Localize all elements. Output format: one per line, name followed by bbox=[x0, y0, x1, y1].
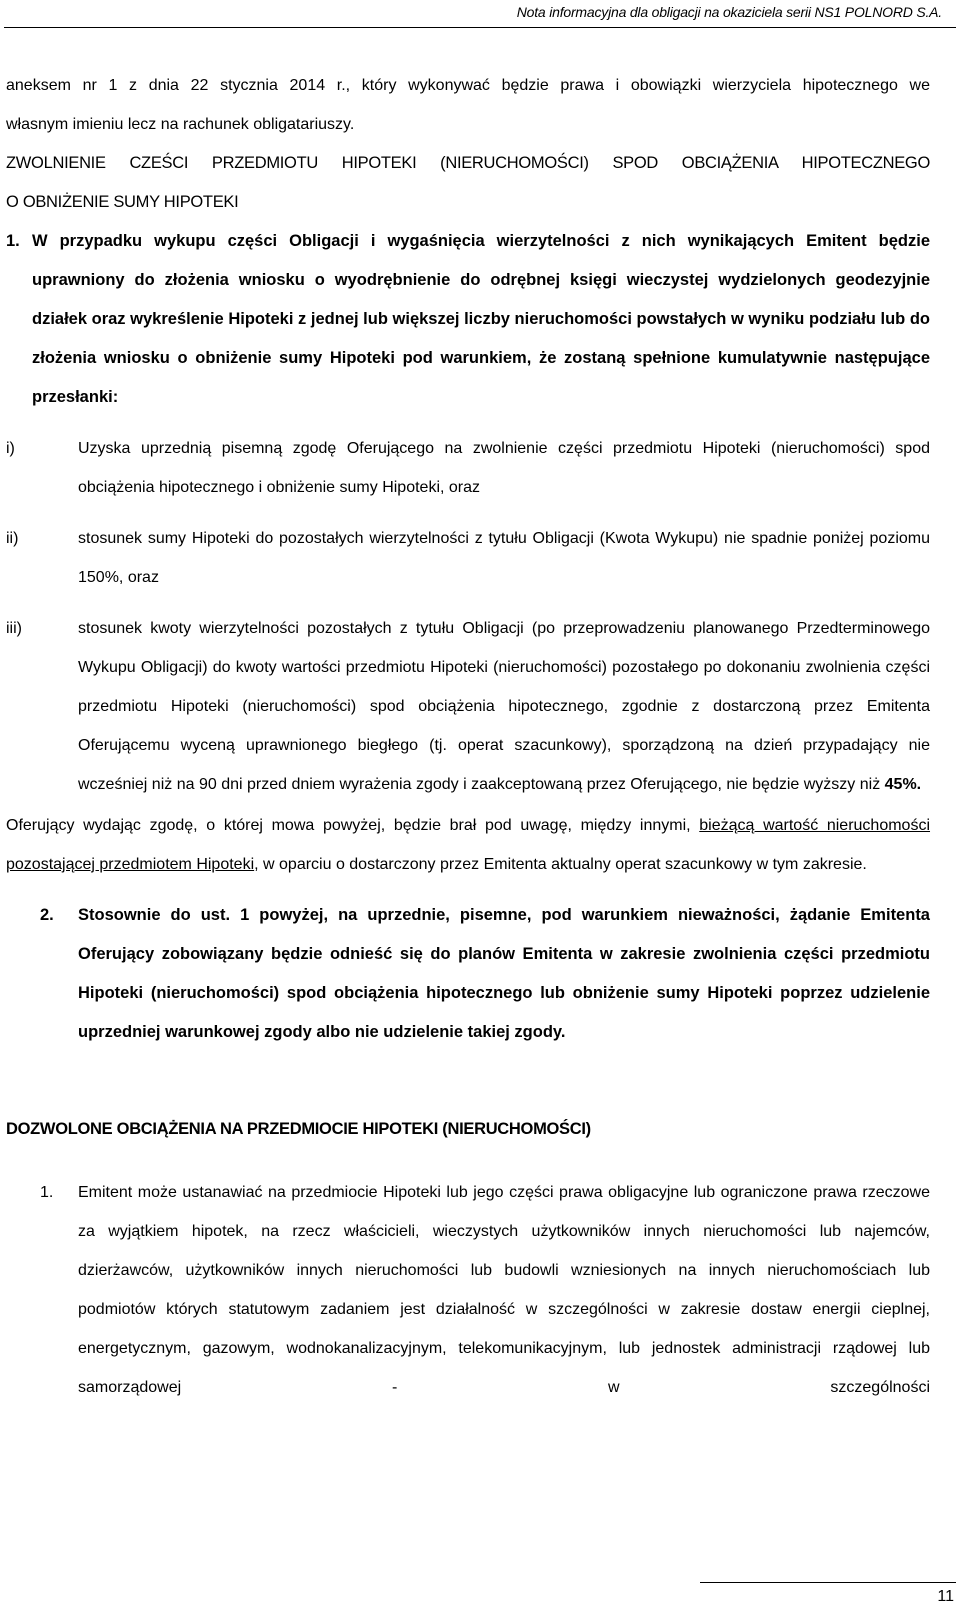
condition-text: Uzyska uprzednią pisemną zgodę Oferującego na zwolnienie części przedmiotu Hipoteki (nieruchomości) spod obciążenia hipotecznego i obniżenie sumy Hipoteki, oraz bbox=[78, 440, 930, 496]
intro-line-1: aneksem nr 1 z dnia 22 stycznia 2014 r., który wykonywać będzie prawa i obowiązki wierzyciela hipotecznego we bbox=[6, 77, 930, 94]
intro-line-2: własnym imieniu lecz na rachunek obligatariuszy. bbox=[6, 116, 355, 133]
section1-heading-line-1: ZWOLNIENIE CZEŚCI PRZEDMIOTU HIPOTEKI (NIERUCHOMOŚCI) SPOD OBCIĄŻENIA HIPOTECZNEGO bbox=[6, 154, 930, 172]
footer-divider bbox=[700, 1582, 956, 1583]
paragraph-text: Stosownie do ust. 1 powyżej, na uprzednie, pisemne, pod warunkiem nieważności, żądanie Emitenta Oferujący zobowiązany będzie odnieść się do planów Emitenta w zakresie zwolnienia części przedmiotu Hipoteki (nieruchomości) spod obciążenia hipotecznego lub obniżenie sumy Hipoteki poprzez udzielenie uprzedniej warunkowej zgody albo nie udzielenie takiej zgody. bbox=[78, 906, 930, 1041]
section1-paragraph-1 bbox=[6, 222, 930, 417]
spacer bbox=[6, 597, 930, 609]
condition-label: iii) bbox=[6, 620, 22, 637]
spacer bbox=[6, 417, 930, 429]
section2-heading: DOZWOLONE OBCIĄŻENIA NA PRZEDMIOCIE HIPOTEKI (NIERUCHOMOŚCI) bbox=[6, 1120, 591, 1138]
document-header: Nota informacyjna dla obligacji na okaziciela serii NS1 POLNORD S.A. bbox=[516, 4, 942, 20]
section1-heading-line-2: O OBNIŻENIE SUMY HIPOTEKI bbox=[6, 193, 239, 211]
oferujacy-paragraph bbox=[6, 806, 930, 884]
paragraph-text: Emitent może ustanawiać na przedmiocie Hipoteki lub jego części prawa obligacyjne lub ograniczone prawa rzeczowe za wyjątkiem hipotek, na rzecz właścicieli, wieczystych użytkowników innych nieruchomości lub najemców, dzierżawców, użytkowników innych nieruchomości lub budowli wzniesionych na innych nieruchomościach lub podmiotów których statutowym zadaniem jest działalność w szczególności w zakresie dostaw energii cieplnej, energetycznym, gazowym, wodnokanalizacyjnym, telekomunikacyjnym, lub jednostek administracji rządowej lub samorządowej - w szczególności bbox=[78, 1184, 930, 1396]
document-body bbox=[6, 66, 930, 1407]
condition-emphasis: 45%. bbox=[884, 776, 922, 793]
spacer bbox=[6, 884, 930, 896]
paragraph-number: 1. bbox=[40, 1184, 54, 1201]
header-divider bbox=[4, 27, 956, 28]
spacer bbox=[6, 1149, 930, 1173]
oferujacy-text-underlined: bieżącą wartość nieruchomości pozostającej przedmiotem Hipoteki bbox=[6, 817, 931, 873]
condition-text: stosunek kwoty wierzytelności pozostałych z tytułu Obligacji (po przeprowadzeniu planowanego Przedterminowego Wykupu Obligacji) do kwoty wartości przedmiotu Hipoteki (nieruchomości) pozostałego po dokonaniu zwolnienia części przedmiotu Hipoteki (nieruchomości) spod obciążenia hipotecznego, zgodnie z dostarczoną przez Emitenta Oferującemu wyceną uprawnionego biegłego (tj. operat szacunkowy), sporządzoną na dzień przypadający nie wcześniej niż na 90 dni przed dniem wyrażenia zgody i zaakceptowaną przez Oferującego, nie będzie wyższy niż bbox=[78, 620, 930, 793]
section1-paragraph-2 bbox=[6, 896, 930, 1052]
oferujacy-text-after: , w oparciu o dostarczony przez Emitenta aktualny operat szacunkowy w tym zakresie. bbox=[254, 856, 867, 873]
condition-i bbox=[6, 429, 930, 507]
condition-label: i) bbox=[6, 440, 15, 457]
spacer bbox=[6, 1052, 930, 1110]
oferujacy-text-before: Oferujący wydając zgodę, o której mowa powyżej, będzie brał pod uwagę, między innymi, bbox=[6, 817, 700, 834]
condition-label: ii) bbox=[6, 530, 19, 547]
section2-paragraph-1 bbox=[6, 1173, 930, 1407]
paragraph-number: 2. bbox=[40, 906, 54, 924]
condition-ii bbox=[6, 519, 930, 597]
paragraph-text: W przypadku wykupu części Obligacji i wygaśnięcia wierzytelności z nich wynikających Emitent będzie uprawniony do złożenia wniosku o wyodrębnienie do odrębnej księgi wieczystej wydzielonych geodezyjnie działek oraz wykreślenie Hipoteki z jednej lub większej liczby nieruchomości powstałych w wyniku podziału lub do złożenia wniosku o obniżenie sumy Hipoteki pod warunkiem, że zostaną spełnione kumulatywnie następujące przesłanki: bbox=[32, 232, 930, 406]
page-number: 11 bbox=[937, 1588, 954, 1605]
condition-text: stosunek sumy Hipoteki do pozostałych wierzytelności z tytułu Obligacji (Kwota Wykupu) nie spadnie poniżej poziomu 150%, oraz bbox=[78, 530, 930, 586]
condition-text-wrapper bbox=[78, 609, 930, 804]
paragraph-number: 1. bbox=[6, 232, 20, 250]
spacer bbox=[6, 507, 930, 519]
condition-iii bbox=[6, 609, 930, 804]
